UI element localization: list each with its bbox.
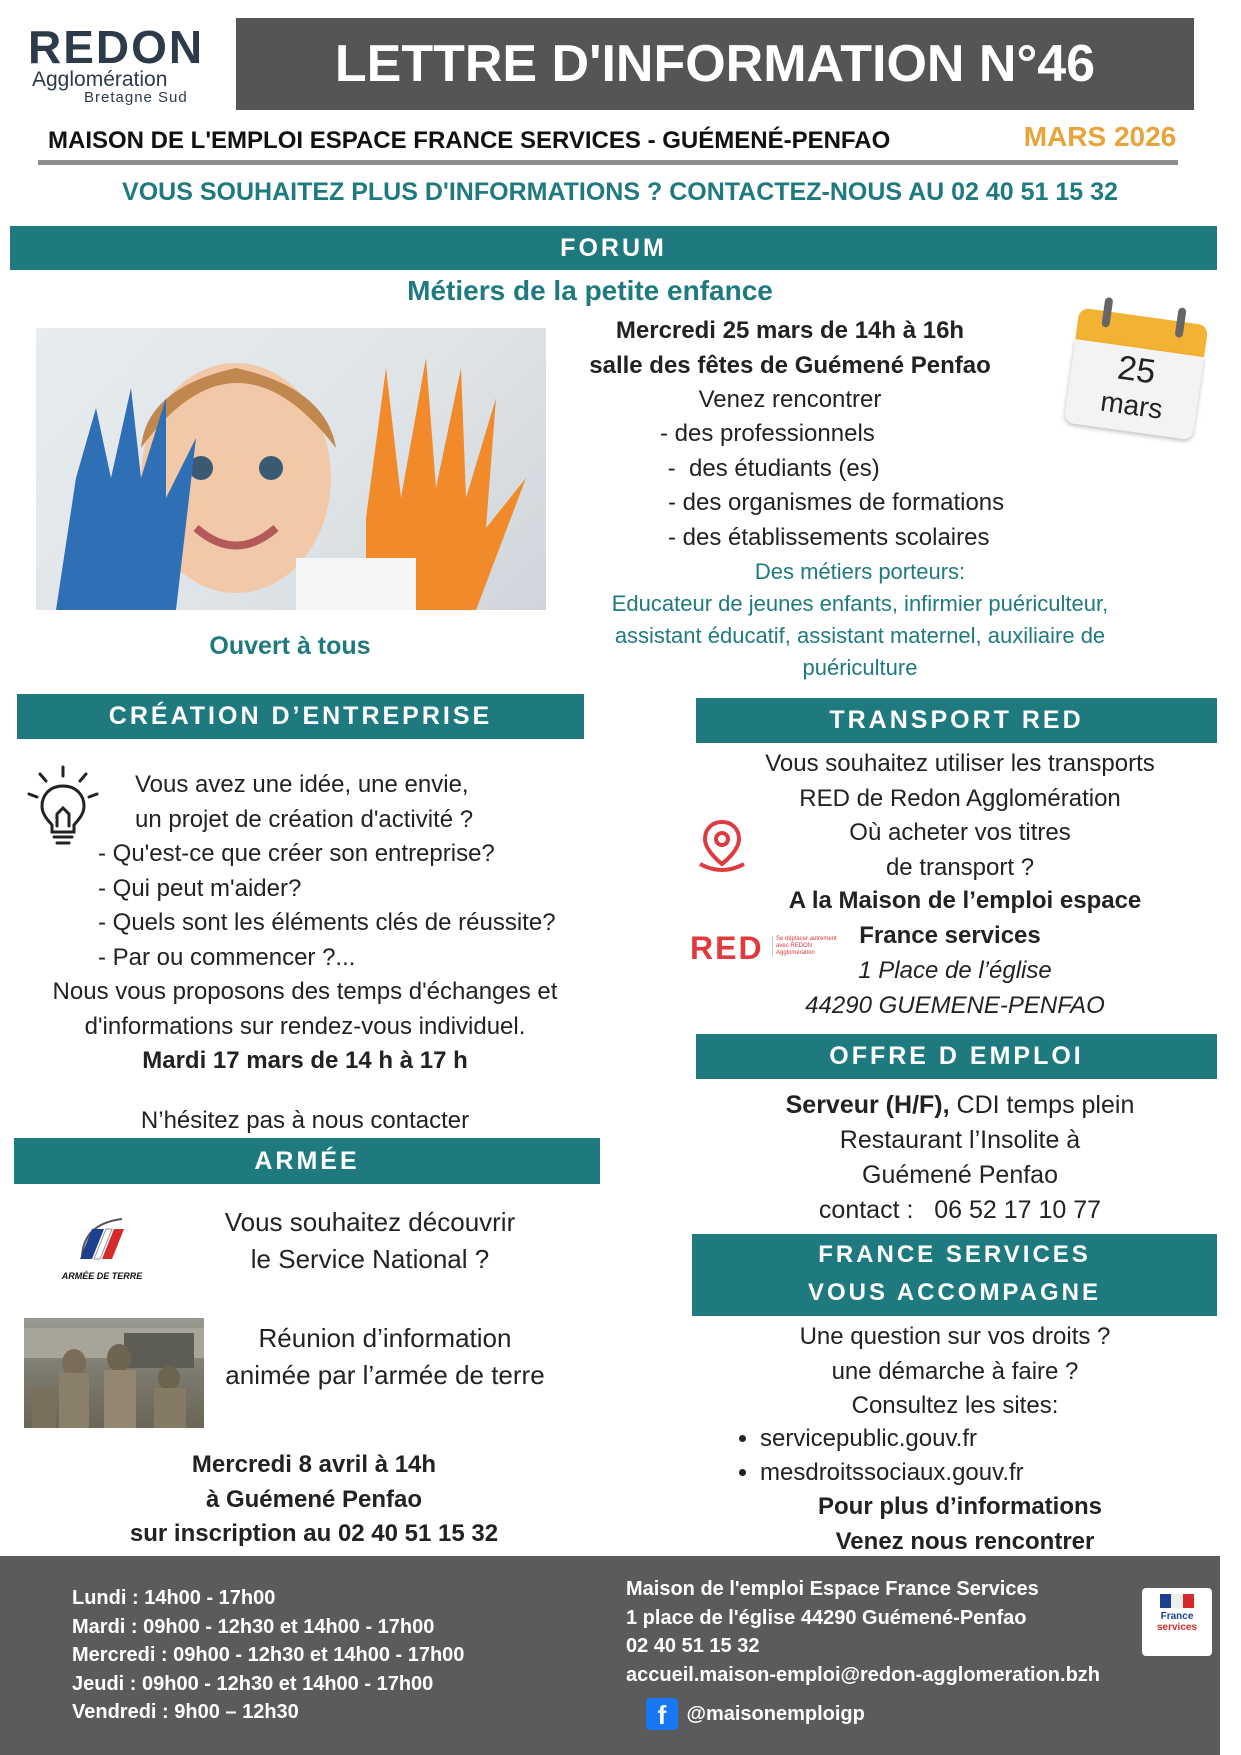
open-to-all: Ouvert à tous [209, 632, 371, 660]
armee-line: Vous souhaitez découvrir [224, 1207, 516, 1237]
fs-bold-line: Pour plus d’informations [817, 1493, 1102, 1520]
transport-address-line: 44290 GUEMENE-PENFAO [805, 991, 1105, 1019]
forum-details [540, 314, 1040, 418]
footer-address [626, 1575, 1166, 1689]
fs-text [690, 1320, 1220, 1424]
armee-heading: ARMÉE [14, 1138, 600, 1184]
transport-text [680, 747, 1240, 885]
offre-text [680, 1088, 1240, 1228]
armee-de-terre-logo [52, 1214, 152, 1284]
calendar-day: 25 [1115, 348, 1158, 392]
france-services-heading [692, 1234, 1217, 1316]
hours-line: Mardi : 09h00 - 12h30 et 14h00 - 17h00 [72, 1615, 435, 1638]
offre-contact: contact : 06 52 17 10 77 [818, 1196, 1102, 1224]
fs-sites [712, 1422, 1180, 1490]
forum-subtitle: Métiers de la petite enfance [407, 275, 773, 306]
offre-job-contract: CDI temps plein [949, 1091, 1135, 1119]
creation-line: d'informations sur rendez-vous individuel. [84, 1012, 526, 1040]
hours-line: Jeudi : 09h00 - 12h30 et 14h00 - 17h00 [72, 1672, 434, 1695]
forum-intro: Venez rencontrer [698, 386, 882, 413]
calendar-month: mars [1098, 385, 1165, 425]
hours-line: Lundi : 14h00 - 17h00 [72, 1587, 276, 1609]
armee-logo-text: ARMÉE DE TERRE [61, 1271, 143, 1281]
list-item: - des établissements scolaires [668, 523, 990, 551]
creation-date: Mardi 17 mars de 14 h à 17 h [142, 1047, 468, 1074]
creation-line: un projet de création d'activité ? [135, 805, 474, 833]
offre-heading: OFFRE D EMPLOI [696, 1034, 1217, 1079]
fs-heading-line: VOUS ACCOMPAGNE [807, 1279, 1101, 1306]
transport-address-line: 1 Place de l’église [858, 957, 1052, 984]
logo-bottom: Bretagne Sud [84, 89, 188, 106]
fs-line: Consultez les sites: [851, 1392, 1059, 1419]
fs-line: Une question sur vos droits ? [799, 1323, 1111, 1350]
subtitle: MAISON DE L'EMPLOI ESPACE FRANCE SERVICES - GUÉMENÉ-PENFAO [48, 127, 891, 154]
red-logo-text: RED [690, 930, 764, 966]
fs-logo-text-1: France [1160, 1611, 1194, 1622]
address-line: 1 place de l'église 44290 Guémené-Penfao [626, 1606, 1027, 1629]
jobs-title: Des métiers porteurs: [754, 559, 966, 584]
map-pin-icon [694, 818, 750, 874]
list-item: - des professionnels [660, 420, 875, 447]
creation-line: - Par ou commencer ?... [98, 943, 356, 971]
transport-bold-line: France services [859, 921, 1041, 949]
transport-line: RED de Redon Agglomération [799, 784, 1121, 812]
red-tagline: Se déplacer autrement avec REDON Agglomération [772, 936, 850, 957]
armee-bold-text [14, 1448, 614, 1552]
france-services-logo [1142, 1588, 1212, 1656]
fs-heading-line: FRANCE SERVICES [818, 1241, 1091, 1268]
armee-line: animée par l’armée de terre [225, 1360, 545, 1390]
fs-logo-text-2: services [1156, 1622, 1198, 1633]
offre-line: Guémené Penfao [862, 1161, 1058, 1189]
fs-bold-line: Venez nous rencontrer [835, 1527, 1095, 1555]
offre-line: Restaurant l’Insolite à [839, 1126, 1081, 1154]
transport-line: Où acheter vos titres [849, 819, 1071, 846]
armee-line: Réunion d’information [258, 1323, 512, 1353]
creation-line: - Qu'est-ce que créer son entreprise? [98, 840, 495, 867]
jobs-line: assistant éducatif, assistant maternel, auxiliaire de [614, 623, 1106, 648]
child-painted-hands-photo [36, 328, 546, 610]
opening-hours [72, 1584, 592, 1727]
transport-heading: TRANSPORT RED [696, 698, 1217, 743]
redon-logo [28, 21, 208, 106]
header-rule [38, 160, 1178, 165]
creation-line: Vous avez une idée, une envie, [135, 771, 469, 798]
logo-middle: Agglomération [32, 68, 168, 91]
hours-line: Mercredi : 09h00 - 12h30 et 14h00 - 17h00 [72, 1644, 465, 1666]
phone-number[interactable]: 02 40 51 15 32 [626, 1635, 760, 1657]
forum-date: Mercredi 25 mars de 14h à 16h [615, 317, 965, 344]
transport-line: Vous souhaitez utiliser les transports [765, 750, 1155, 777]
fs-bold [760, 1490, 1160, 1559]
armee-bold-line: à Guémené Penfao [205, 1485, 423, 1513]
facebook-handle: @maisonemploigp [686, 1702, 865, 1725]
fs-site-link[interactable]: • mesdroitssociaux.gouv.fr [760, 1456, 1180, 1490]
logo-top: REDON [28, 21, 205, 73]
creation-line: - Qui peut m'aider? [98, 874, 302, 902]
armee-bold-line: Mercredi 8 avril à 14h [191, 1451, 437, 1478]
list-item: - des étudiants (es) [661, 454, 880, 482]
armee-line: le Service National ? [250, 1244, 490, 1274]
creation-contact: N’hésitez pas à nous contacter [140, 1107, 470, 1134]
offre-job-line [680, 1088, 1240, 1123]
creation-text [20, 768, 600, 1079]
transport-bold-line: A la Maison de l’emploi espace [788, 887, 1142, 914]
armee-bold-line: sur inscription au 02 40 51 15 32 [129, 1520, 499, 1547]
armee-text-2 [190, 1320, 580, 1394]
jobs-line: Educateur de jeunes enfants, infirmier puériculteur, [611, 591, 1109, 616]
creation-line: - Quels sont les éléments clés de réussite? [98, 909, 556, 936]
jobs-line: puériculture [802, 655, 918, 680]
fs-line: une démarche à faire ? [831, 1357, 1079, 1385]
armee-text-1 [180, 1204, 560, 1278]
list-item: - des organismes de formations [668, 489, 1005, 516]
email-link[interactable]: accueil.maison-emploi@redon-agglomeration.bzh [626, 1663, 1101, 1686]
fs-site-link[interactable]: • servicepublic.gouv.fr [760, 1422, 1180, 1456]
facebook-link[interactable] [646, 1698, 865, 1732]
forum-items [654, 417, 1114, 555]
creation-heading: CRÉATION D’ENTREPRISE [17, 694, 584, 739]
offre-job-title: Serveur (H/F), [785, 1091, 950, 1119]
creation-line: Nous vous proposons des temps d'échanges et [52, 978, 558, 1005]
address-line: Maison de l'emploi Espace France Services [626, 1578, 1039, 1600]
forum-place: salle des fêtes de Guémené Penfao [589, 351, 991, 379]
forum-jobs [540, 556, 1180, 684]
issue-date: MARS 2026 [1023, 121, 1177, 152]
hours-line: Vendredi : 9h00 – 12h30 [72, 1701, 299, 1723]
soldiers-photo [24, 1318, 204, 1428]
title-banner [236, 18, 1194, 110]
transport-address [740, 954, 1170, 1023]
contact-line: VOUS SOUHAITEZ PLUS D'INFORMATIONS ? CONTACTEZ-NOUS AU 02 40 51 15 32 [122, 178, 1118, 206]
transport-line: de transport ? [885, 853, 1035, 881]
calendar-icon [1064, 294, 1211, 441]
page-title: LETTRE D'INFORMATION N°46 [334, 35, 1096, 93]
marianne-icon [1160, 1594, 1194, 1608]
facebook-icon: f [646, 1698, 678, 1730]
forum-heading: FORUM [10, 226, 1217, 270]
